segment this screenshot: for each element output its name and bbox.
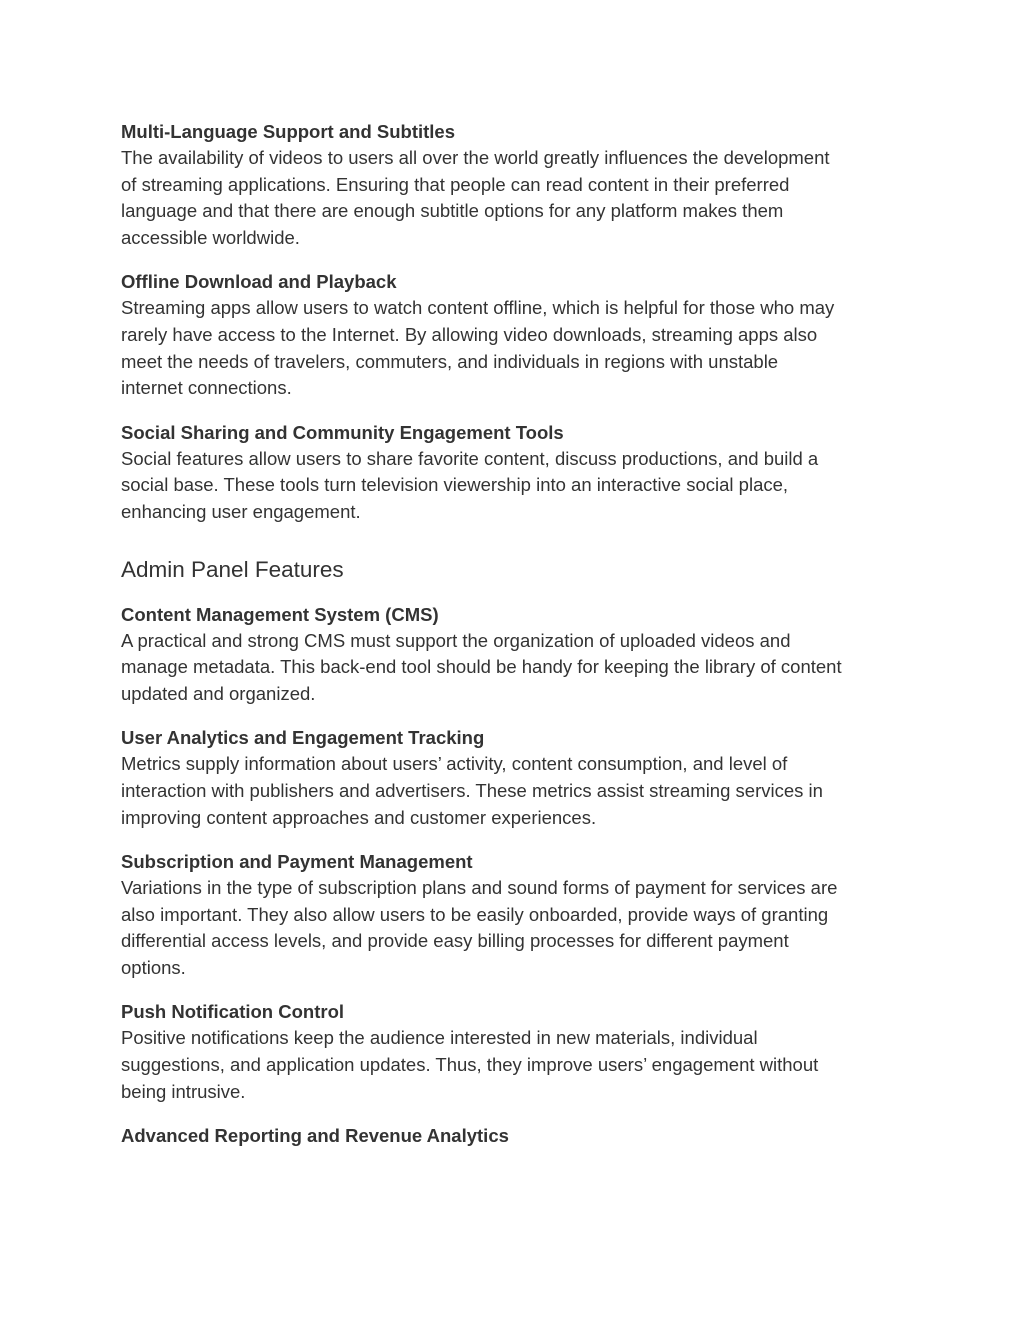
section-title: User Analytics and Engagement Tracking bbox=[121, 727, 485, 749]
section-title: Offline Download and Playback bbox=[121, 271, 397, 293]
section-advanced-reporting bbox=[121, 1125, 911, 1147]
section-body: Variations in the type of subscription plans and sound forms of payment for services are also important. They also allow users to be easily onboarded, provide ways of granting differential access levels, and provide easy billing processes for different payment options. bbox=[121, 877, 838, 978]
section-title: Advanced Reporting and Revenue Analytics bbox=[121, 1125, 509, 1147]
section-social-sharing bbox=[121, 422, 911, 526]
section-multi-language bbox=[121, 121, 911, 251]
section-subscription-payment bbox=[121, 851, 911, 981]
section-body: The availability of videos to users all over the world greatly influences the development of streaming applications. Ensuring that people can read content in their preferred language and that there are enough subtitle options for any platform makes them accessible worldwide. bbox=[121, 147, 830, 248]
section-title: Multi-Language Support and Subtitles bbox=[121, 121, 456, 142]
section-title: Social Sharing and Community Engagement Tools bbox=[121, 421, 564, 443]
section-body: Social features allow users to share favorite content, discuss productions, and build a social base. These tools turn television viewership into an interactive social place, enhancing user engagement. bbox=[121, 447, 819, 522]
section-body: Metrics supply information about users’ activity, content consumption, and level of interaction with publishers and advertisers. These metrics assist streaming services in improving content approaches and customer experiences. bbox=[121, 753, 823, 828]
section-title: Subscription and Payment Management bbox=[121, 851, 473, 873]
section-body: Positive notifications keep the audience interested in new materials, individual suggestions, and application updates. Thus, they improve users’ engagement without being intrusive. bbox=[121, 1027, 819, 1102]
section-user-analytics bbox=[121, 727, 911, 831]
document-page bbox=[121, 121, 911, 1167]
section-cms bbox=[121, 604, 911, 708]
section-offline-download bbox=[121, 271, 911, 401]
section-title: Push Notification Control bbox=[121, 1001, 345, 1023]
admin-panel-heading: Admin Panel Features bbox=[121, 556, 344, 582]
section-body: Streaming apps allow users to watch content offline, which is helpful for those who may rarely have access to the Internet. By allowing video downloads, streaming apps also meet the needs of travelers, commuters, and individuals in regions with unstable internet connections. bbox=[121, 297, 835, 399]
section-title: Content Management System (CMS) bbox=[121, 603, 439, 625]
section-push-notification bbox=[121, 1001, 911, 1105]
section-body: A practical and strong CMS must support the organization of uploaded videos and manage metadata. This back-end tool should be handy for keeping the library of content updated and organized. bbox=[121, 629, 842, 704]
